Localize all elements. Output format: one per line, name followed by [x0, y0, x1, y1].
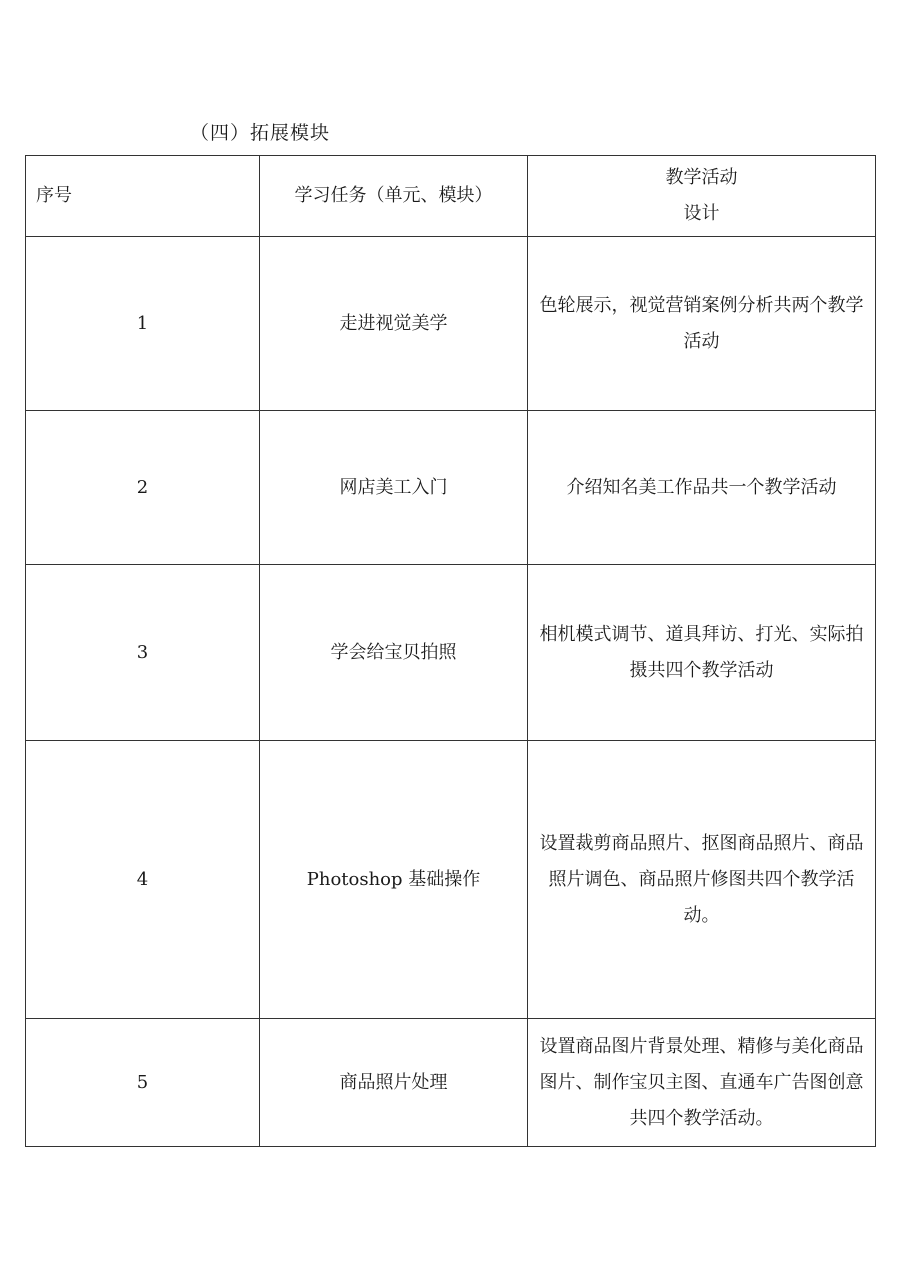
table-row	[26, 565, 876, 741]
row-seq: 1	[26, 237, 260, 411]
row-seq: 3	[26, 565, 260, 741]
row-task: Photoshop 基础操作	[260, 741, 528, 1019]
row-seq: 2	[26, 411, 260, 565]
row-task: 走进视觉美学	[260, 237, 528, 411]
table-row	[26, 1019, 876, 1147]
header-task: 学习任务（单元、模块）	[260, 156, 528, 237]
header-seq: 序号	[26, 156, 260, 237]
header-activity-line2: 设计	[683, 203, 720, 224]
table-row	[26, 411, 876, 565]
header-activity-line1: 教学活动	[665, 167, 738, 188]
row-activity: 相机模式调节、道具拜访、打光、实际拍摄共四个教学活动	[528, 565, 876, 741]
header-activity	[528, 156, 876, 237]
row-activity: 介绍知名美工作品共一个教学活动	[528, 411, 876, 565]
section-title: （四）拓展模块	[190, 122, 331, 144]
row-seq: 4	[26, 741, 260, 1019]
row-activity: 设置裁剪商品照片、抠图商品照片、商品照片调色、商品照片修图共四个教学活动。	[528, 741, 876, 1019]
row-task: 商品照片处理	[260, 1019, 528, 1147]
table-header-row	[26, 156, 876, 237]
table-row	[26, 741, 876, 1019]
extension-module-table	[25, 155, 876, 1147]
row-task: 学会给宝贝拍照	[260, 565, 528, 741]
row-seq: 5	[26, 1019, 260, 1147]
row-task: 网店美工入门	[260, 411, 528, 565]
row-activity: 色轮展示，视觉营销案例分析共两个教学活动	[528, 237, 876, 411]
row-activity: 设置商品图片背景处理、精修与美化商品图片、制作宝贝主图、直通车广告图创意共四个教学活动。	[528, 1019, 876, 1147]
table-row	[26, 237, 876, 411]
